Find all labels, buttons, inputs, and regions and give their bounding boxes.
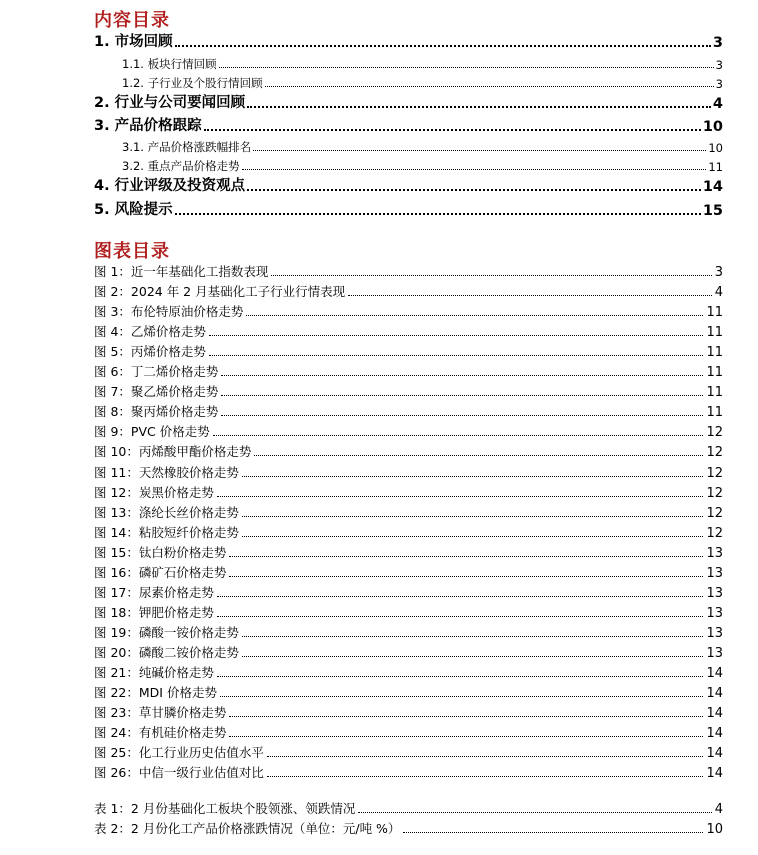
- toc-title: 内容目录: [94, 10, 170, 31]
- figure-entry-page-number: 13: [706, 565, 723, 581]
- toc-entry-page-number: 10: [702, 119, 723, 135]
- toc-subentry-label: 3.1. 产品价格涨跌幅排名: [122, 140, 252, 154]
- figure-entry[interactable]: [94, 723, 723, 741]
- toc-entry-page-number: 3: [712, 35, 723, 51]
- figure-entry-page-number: 14: [706, 706, 723, 722]
- dot-leader: [221, 394, 703, 396]
- figure-entry-label: 图 20：磷酸二铵价格走势: [94, 644, 239, 660]
- figure-entry[interactable]: [94, 442, 723, 460]
- figure-entry[interactable]: [94, 422, 723, 440]
- figure-entry-page-number: 11: [706, 305, 723, 321]
- figure-entry-page-number: 11: [706, 345, 723, 361]
- toc-entry[interactable]: [94, 115, 723, 135]
- dot-leader: [220, 695, 704, 697]
- figure-entry[interactable]: [94, 703, 723, 721]
- dot-leader: [204, 128, 701, 131]
- toc-entry-label: 3. 产品价格跟踪: [94, 118, 202, 134]
- figure-entry[interactable]: [94, 623, 723, 641]
- figure-entry-label: 图 6：丁二烯价格走势: [94, 364, 219, 380]
- figure-entry-label: 图 17：尿素价格走势: [94, 584, 214, 600]
- figure-entry-label: 图 19：磷酸一铵价格走势: [94, 624, 239, 640]
- figure-entry[interactable]: [94, 503, 723, 521]
- toc-entry[interactable]: [94, 92, 723, 112]
- figure-entry-label: 图 10：丙烯酸甲酯价格走势: [94, 444, 252, 460]
- toc-subentry-label: 3.2. 重点产品价格走势: [122, 159, 240, 173]
- dot-leader: [217, 495, 704, 497]
- figure-entry-page-number: 14: [706, 746, 723, 762]
- figure-entry[interactable]: [94, 563, 723, 581]
- figure-entry-label: 图 4：乙烯价格走势: [94, 324, 206, 340]
- toc-entry-label: 1. 市场回顾: [94, 34, 173, 50]
- figure-entry-page-number: 12: [706, 485, 723, 501]
- figure-entry-label: 图 5：丙烯价格走势: [94, 344, 206, 360]
- dot-leader: [403, 831, 703, 833]
- figure-entry[interactable]: [94, 483, 723, 501]
- toc-subentry[interactable]: [94, 138, 723, 155]
- dot-leader: [219, 66, 714, 68]
- figures-title: 图表目录: [94, 241, 170, 262]
- toc-entry-page-number: 14: [702, 179, 723, 195]
- toc-subentry[interactable]: [94, 157, 723, 174]
- dot-leader: [229, 555, 703, 557]
- figure-entry-page-number: 14: [706, 666, 723, 681]
- dot-leader: [209, 334, 704, 336]
- dot-leader: [246, 314, 703, 316]
- toc-subentry-page-number: 3: [715, 58, 723, 72]
- figure-entry-page-number: 11: [706, 325, 723, 341]
- figure-entry-label: 图 24：有机硅价格走势: [94, 725, 227, 741]
- dot-leader: [213, 434, 704, 436]
- dot-leader: [217, 595, 704, 597]
- table-entry-label: 表 1：2 月份基础化工板块个股领涨、领跌情况: [94, 801, 356, 816]
- figure-entry-label: 图 11：天然橡胶价格走势: [94, 464, 239, 480]
- figure-entry[interactable]: [94, 262, 723, 280]
- figure-entry[interactable]: [94, 362, 723, 380]
- figure-entry[interactable]: [94, 302, 723, 320]
- figure-entry-label: 图 12：炭黑价格走势: [94, 484, 214, 500]
- dot-leader: [242, 515, 704, 517]
- figure-entry-label: 图 13：涤纶长丝价格走势: [94, 504, 239, 520]
- dot-leader: [271, 274, 711, 276]
- toc-subentry-label: 1.1. 板块行情回顾: [122, 57, 217, 71]
- figure-entry[interactable]: [94, 282, 723, 300]
- figure-entry[interactable]: [94, 643, 723, 661]
- dot-leader: [229, 735, 703, 737]
- toc-entry-label: 4. 行业评级及投资观点: [94, 178, 246, 194]
- figure-entry-label: 图 3：布伦特原油价格走势: [94, 304, 244, 320]
- toc-entry-label: 2. 行业与公司要闻回顾: [94, 95, 246, 111]
- figure-entry[interactable]: [94, 743, 723, 761]
- figure-entry-page-number: 13: [706, 625, 723, 641]
- dot-leader: [175, 212, 701, 215]
- figure-entry[interactable]: [94, 763, 723, 781]
- dot-leader: [229, 715, 703, 717]
- figure-entry[interactable]: [94, 523, 723, 541]
- dot-leader: [247, 105, 711, 108]
- dot-leader: [242, 655, 704, 657]
- figure-entry[interactable]: [94, 583, 723, 601]
- table-entry[interactable]: [94, 819, 723, 837]
- figure-entry-page-number: 12: [706, 425, 723, 441]
- figure-entry-page-number: 14: [706, 766, 723, 782]
- figure-entry-label: 图 21：纯碱价格走势: [94, 665, 214, 680]
- dot-leader: [267, 775, 704, 777]
- toc-entry-page-number: 4: [712, 96, 723, 112]
- toc-entry-label: 5. 风险提示: [94, 202, 173, 218]
- figure-entry[interactable]: [94, 603, 723, 621]
- figure-entry-label: 图 14：粘胶短纤价格走势: [94, 524, 239, 540]
- figure-entry[interactable]: [94, 342, 723, 360]
- figure-entry-page-number: 3: [714, 265, 723, 280]
- table-entry-page-number: 10: [706, 822, 723, 837]
- table-entry-page-number: 4: [714, 802, 723, 817]
- figure-entry-page-number: 13: [706, 545, 723, 561]
- dot-leader: [242, 475, 704, 477]
- figure-entry[interactable]: [94, 663, 723, 681]
- figure-entry-page-number: 13: [706, 585, 723, 601]
- figure-entry-label: 图 16：磷矿石价格走势: [94, 564, 227, 580]
- dot-leader: [217, 675, 704, 677]
- figure-entry-label: 图 22：MDI 价格走势: [94, 685, 217, 701]
- figure-entry-label: 图 25：化工行业历史估值水平: [94, 745, 264, 761]
- figure-entry[interactable]: [94, 463, 723, 481]
- figure-entry-page-number: 11: [706, 385, 723, 401]
- dot-leader: [242, 535, 704, 537]
- figure-entry-page-number: 12: [706, 525, 723, 541]
- dot-leader: [254, 454, 703, 456]
- figure-entry[interactable]: [94, 402, 723, 420]
- figure-entry-label: 图 18：钾肥价格走势: [94, 604, 214, 620]
- table-entry-label: 表 2：2 月份化工产品价格涨跌情况（单位：元/吨 %）: [94, 821, 401, 836]
- dot-leader: [265, 85, 714, 87]
- dot-leader: [209, 354, 704, 356]
- dot-leader: [221, 414, 703, 416]
- figure-entry-label: 图 9：PVC 价格走势: [94, 424, 210, 440]
- toc-entry[interactable]: [94, 199, 723, 219]
- dot-leader: [358, 811, 711, 813]
- table-entry[interactable]: [94, 799, 723, 817]
- toc-subentry-page-number: 3: [715, 77, 723, 91]
- figure-entry[interactable]: [94, 382, 723, 400]
- figure-entry[interactable]: [94, 322, 723, 340]
- figure-entry-page-number: 12: [706, 445, 723, 461]
- figure-entry-page-number: 11: [706, 365, 723, 381]
- toc-subentry-page-number: 11: [708, 160, 723, 174]
- toc-entry-page-number: 15: [702, 203, 723, 219]
- figure-entry[interactable]: [94, 543, 723, 561]
- dot-leader: [242, 635, 704, 637]
- figure-entry-label: 图 2：2024 年 2 月基础化工子行业行情表现: [94, 284, 346, 300]
- toc-entry[interactable]: [94, 175, 723, 195]
- toc-subentry[interactable]: [94, 74, 723, 91]
- figure-entry[interactable]: [94, 683, 723, 701]
- toc-entry[interactable]: [94, 31, 723, 51]
- toc-subentry-label: 1.2. 子行业及个股行情回顾: [122, 76, 263, 90]
- figure-entry-label: 图 7：聚乙烯价格走势: [94, 384, 219, 400]
- figure-entry-label: 图 26：中信一级行业估值对比: [94, 765, 264, 781]
- figure-entry-page-number: 14: [706, 726, 723, 742]
- toc-subentry[interactable]: [94, 55, 723, 72]
- dot-leader: [229, 575, 703, 577]
- dot-leader: [267, 755, 704, 757]
- dot-leader: [348, 294, 712, 296]
- figure-entry-page-number: 11: [706, 405, 723, 421]
- figure-entry-page-number: 12: [706, 505, 723, 521]
- dot-leader: [242, 168, 707, 170]
- figure-entry-page-number: 12: [706, 465, 723, 481]
- figure-entry-label: 图 23：草甘膦价格走势: [94, 705, 227, 721]
- toc-subentry-page-number: 10: [708, 141, 723, 155]
- dot-leader: [247, 188, 701, 191]
- dot-leader: [253, 149, 706, 151]
- dot-leader: [217, 615, 704, 617]
- dot-leader: [221, 374, 703, 376]
- figure-entry-page-number: 13: [706, 645, 723, 661]
- figure-entry-label: 图 8：聚丙烯价格走势: [94, 404, 219, 420]
- figure-entry-page-number: 14: [706, 686, 723, 702]
- figure-entry-page-number: 4: [714, 285, 723, 301]
- figure-entry-page-number: 13: [706, 605, 723, 621]
- dot-leader: [175, 44, 711, 47]
- figure-entry-label: 图 15：钛白粉价格走势: [94, 544, 227, 560]
- figure-entry-label: 图 1：近一年基础化工指数表现: [94, 264, 269, 279]
